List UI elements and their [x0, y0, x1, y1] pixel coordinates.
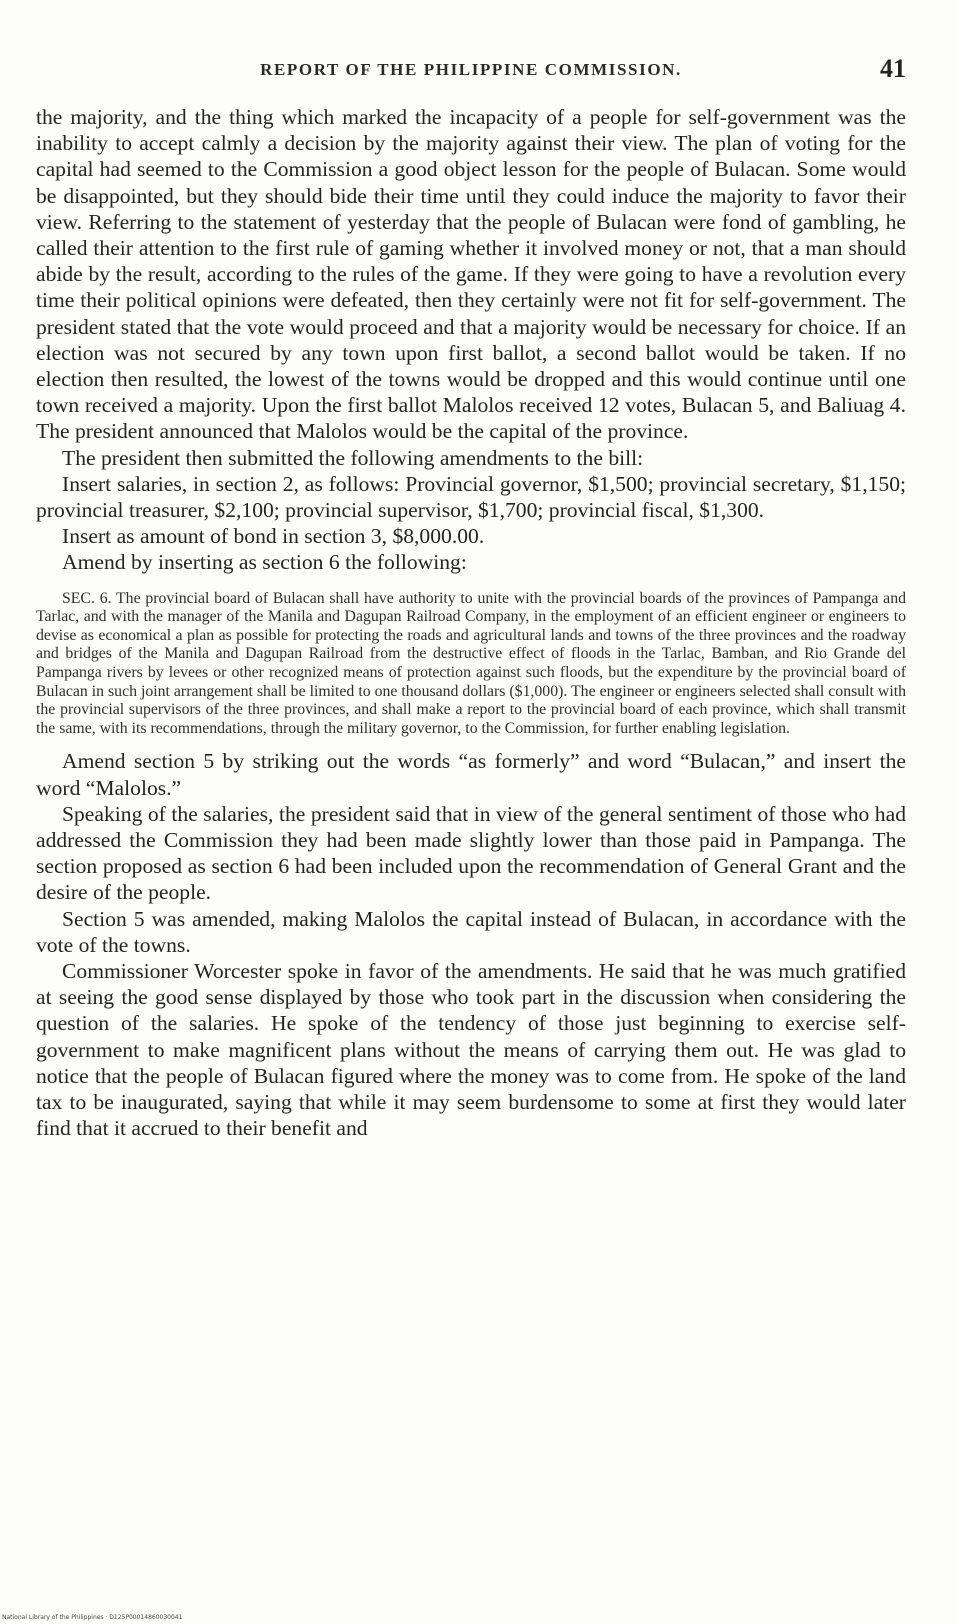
paragraph-bond: Insert as amount of bond in section 3, $8,000.00. — [62, 524, 485, 549]
running-header — [36, 54, 906, 84]
paragraph-amendments-intro: The president then submitted the following amendments to the bill: — [62, 445, 644, 470]
paragraph-salaries: Insert salaries, in section 2, as follows: Provincial governor, $1,500; provincial secretary, $1,150; provincial treasurer, $2,100; provincial supervisor, $1,700; provincial fiscal, $1,300. — [36, 471, 906, 523]
page-number: 41 — [880, 54, 906, 83]
paragraph-salaries-remarks: Speaking of the salaries, the president said that in view of the general sentiment of those who had addressed the Commission they had been made slightly lower than those paid in Pampanga. The section proposed as section 6 had been included upon the recommendation of General Grant and the desire of the people. — [36, 801, 906, 905]
running-title: REPORT OF THE PHILIPPINE COMMISSION. — [260, 60, 682, 79]
paragraph-amend-section5: Amend section 5 by striking out the words “as formerly” and word “Bulacan,” and insert the word “Malolos.” — [36, 749, 906, 800]
paragraph-section5-amended: Section 5 was amended, making Malolos the capital instead of Bulacan, in accordance with the vote of the towns. — [36, 906, 906, 957]
section-6-text: SEC. 6. The provincial board of Bulacan shall have authority to unite with the provincial boards of the provinces of Pampanga and Tarlac, and with the manager of the Manila and Dagupan Railroad Company, in the employment of an efficient engineer or engineers to devise as economical a plan as possible for protecting the roads and agricultural lands and towns of the three provinces and the roadway and bridges of the Manila and Dagupan Railroad from the destructive effect of floods in the Tarlac, Bamban, and Rio Grande del Pampanga rivers by levees or other recognized means of protection against such floods, but the expenditure by the provincial board of Bulacan in such joint arrangement shall be limited to one thousand dollars ($1,000). The engineer or engineers selected shall consult with the provincial supervisors of the three provinces, and shall make a report to the provincial board of each province, which shall transmit the same, with its recommendations, through the military governor, to the Commission, for further enabling legislation. — [36, 589, 906, 737]
scan-footer: National Library of the Philippines · D125P00014860030041 — [2, 1614, 183, 1621]
paragraph-section6-intro: Amend by inserting as section 6 the following: — [62, 550, 467, 575]
body-text — [36, 104, 906, 1141]
paragraph-continuation: the majority, and the thing which marked the incapacity of a people for self-government was the inability to accept calmly a decision by the majority against their view. The plan of voting for the capital had seemed to the Commission a good object lesson for the people of Bulacan. Some would be disappointed, but they should bide their time until they could induce the majority to favor their view. Referring to the statement of yesterday that the people of Bulacan were fond of gambling, he called their attention to the first rule of gaming whether it involved money or not, that a man should abide by the result, according to the rules of the game. If they were going to have a revolution every time their political opinions were defeated, then they certainly were not fit for self-government. The president stated that the vote would proceed and that a majority would be necessary for choice. If an election was not secured by any town upon first ballot, a second ballot would be taken. If no election then resulted, the lowest of the towns would be dropped and this would continue until one town received a majority. Upon the first ballot Malolos received 12 votes, Bulacan 5, and Baliuag 4. The president announced that Malolos would be the capital of the province. — [36, 105, 906, 444]
paragraph-worcester: Commissioner Worcester spoke in favor of the amendments. He said that he was much gratified at seeing the good sense displayed by those who took part in the discussion when considering the question of the salaries. He spoke of the tendency of those just beginning to exercise self-government to make magnificent plans without the means of carrying them out. He was glad to notice that the people of Bulacan figured where the money was to come from. He spoke of the land tax to be inaugurated, saying that while it may seem burdensome to some at first they would later find that it accrued to their benefit and — [36, 959, 906, 1141]
